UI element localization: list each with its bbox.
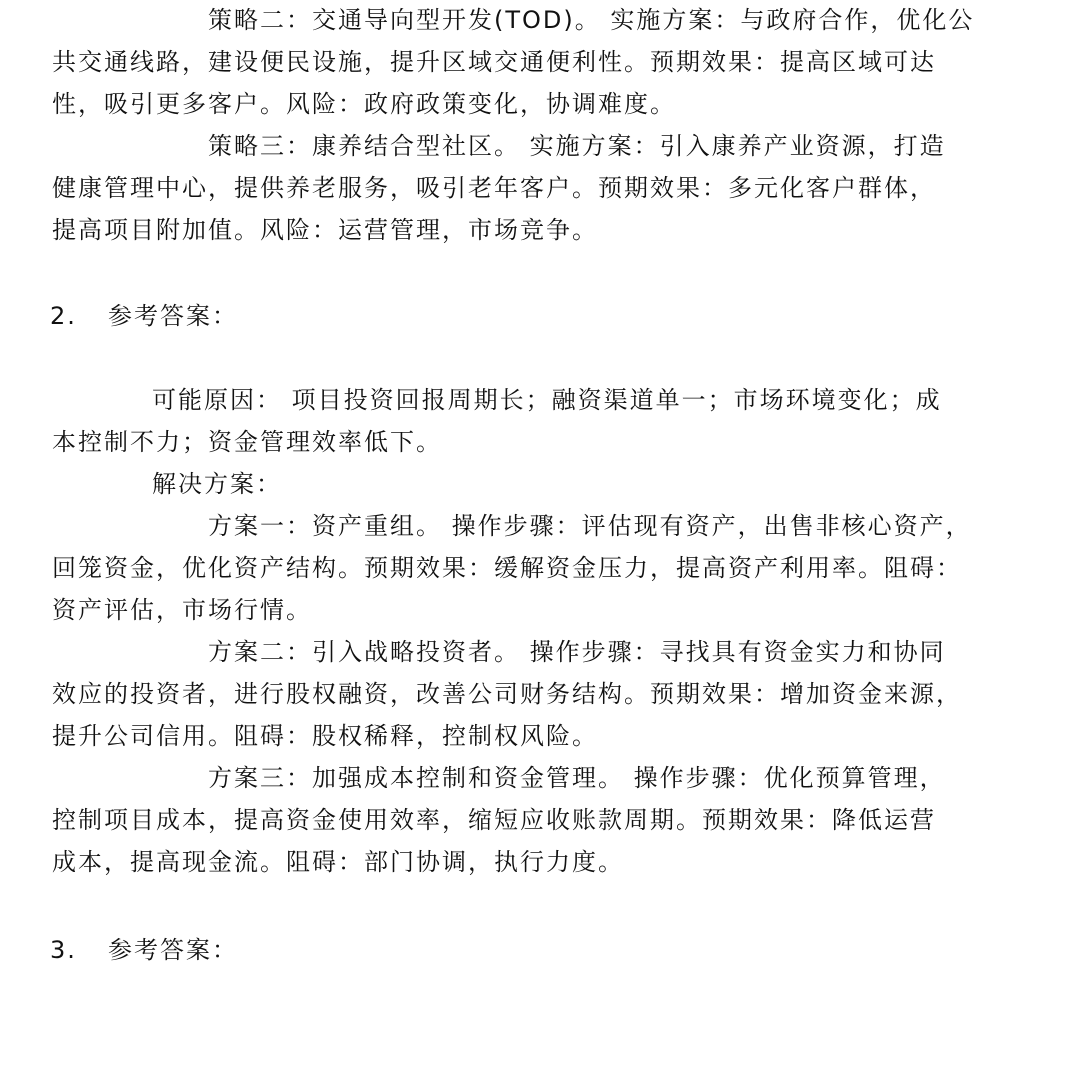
plan1-line-3: 资产评估，市场行情。 (52, 596, 312, 624)
strategy2-line-1: 策略二：交通导向型开发(TOD)。 实施方案：与政府合作，优化公 (208, 6, 975, 34)
section3-title: 参考答案： (108, 936, 238, 964)
strategy3-line-3: 提高项目附加值。风险：运营管理，市场竞争。 (52, 216, 598, 244)
plan2-line-2: 效应的投资者，进行股权融资，改善公司财务结构。预期效果：增加资金来源， (52, 680, 962, 708)
strategy3-line-1: 策略三：康养结合型社区。 实施方案：引入康养产业资源，打造 (208, 132, 946, 160)
strategy2-line-2: 共交通线路，建设便民设施，提升区域交通便利性。预期效果：提高区域可达 (52, 48, 936, 76)
section3-number: 3. (50, 936, 77, 964)
plan1-line-2: 回笼资金，优化资产结构。预期效果：缓解资金压力，提高资产利用率。阻碍： (52, 554, 962, 582)
plan2-line-3: 提升公司信用。阻碍：股权稀释，控制权风险。 (52, 722, 598, 750)
plan3-line-2: 控制项目成本，提高资金使用效率，缩短应收账款周期。预期效果：降低运营 (52, 806, 936, 834)
section2-heading (50, 300, 238, 332)
section2-title: 参考答案： (108, 302, 238, 330)
plan2-line-1: 方案二：引入战略投资者。 操作步骤：寻找具有资金实力和协同 (208, 638, 946, 666)
section3-heading (50, 934, 238, 966)
plan1-line-1: 方案一：资产重组。 操作步骤：评估现有资产，出售非核心资产， (208, 512, 972, 540)
strategy2-line-3: 性，吸引更多客户。风险：政府政策变化，协调难度。 (52, 90, 676, 118)
plan3-line-1: 方案三：加强成本控制和资金管理。 操作步骤：优化预算管理， (208, 764, 946, 792)
causes-line-1: 可能原因： 项目投资回报周期长；融资渠道单一；市场环境变化；成 (152, 386, 942, 414)
causes-line-2: 本控制不力；资金管理效率低下。 (52, 428, 442, 456)
section2-number: 2. (50, 302, 77, 330)
plan3-line-3: 成本，提高现金流。阻碍：部门协调，执行力度。 (52, 848, 624, 876)
solutions-label: 解决方案： (152, 470, 282, 498)
strategy3-line-2: 健康管理中心，提供养老服务，吸引老年客户。预期效果：多元化客户群体， (52, 174, 936, 202)
